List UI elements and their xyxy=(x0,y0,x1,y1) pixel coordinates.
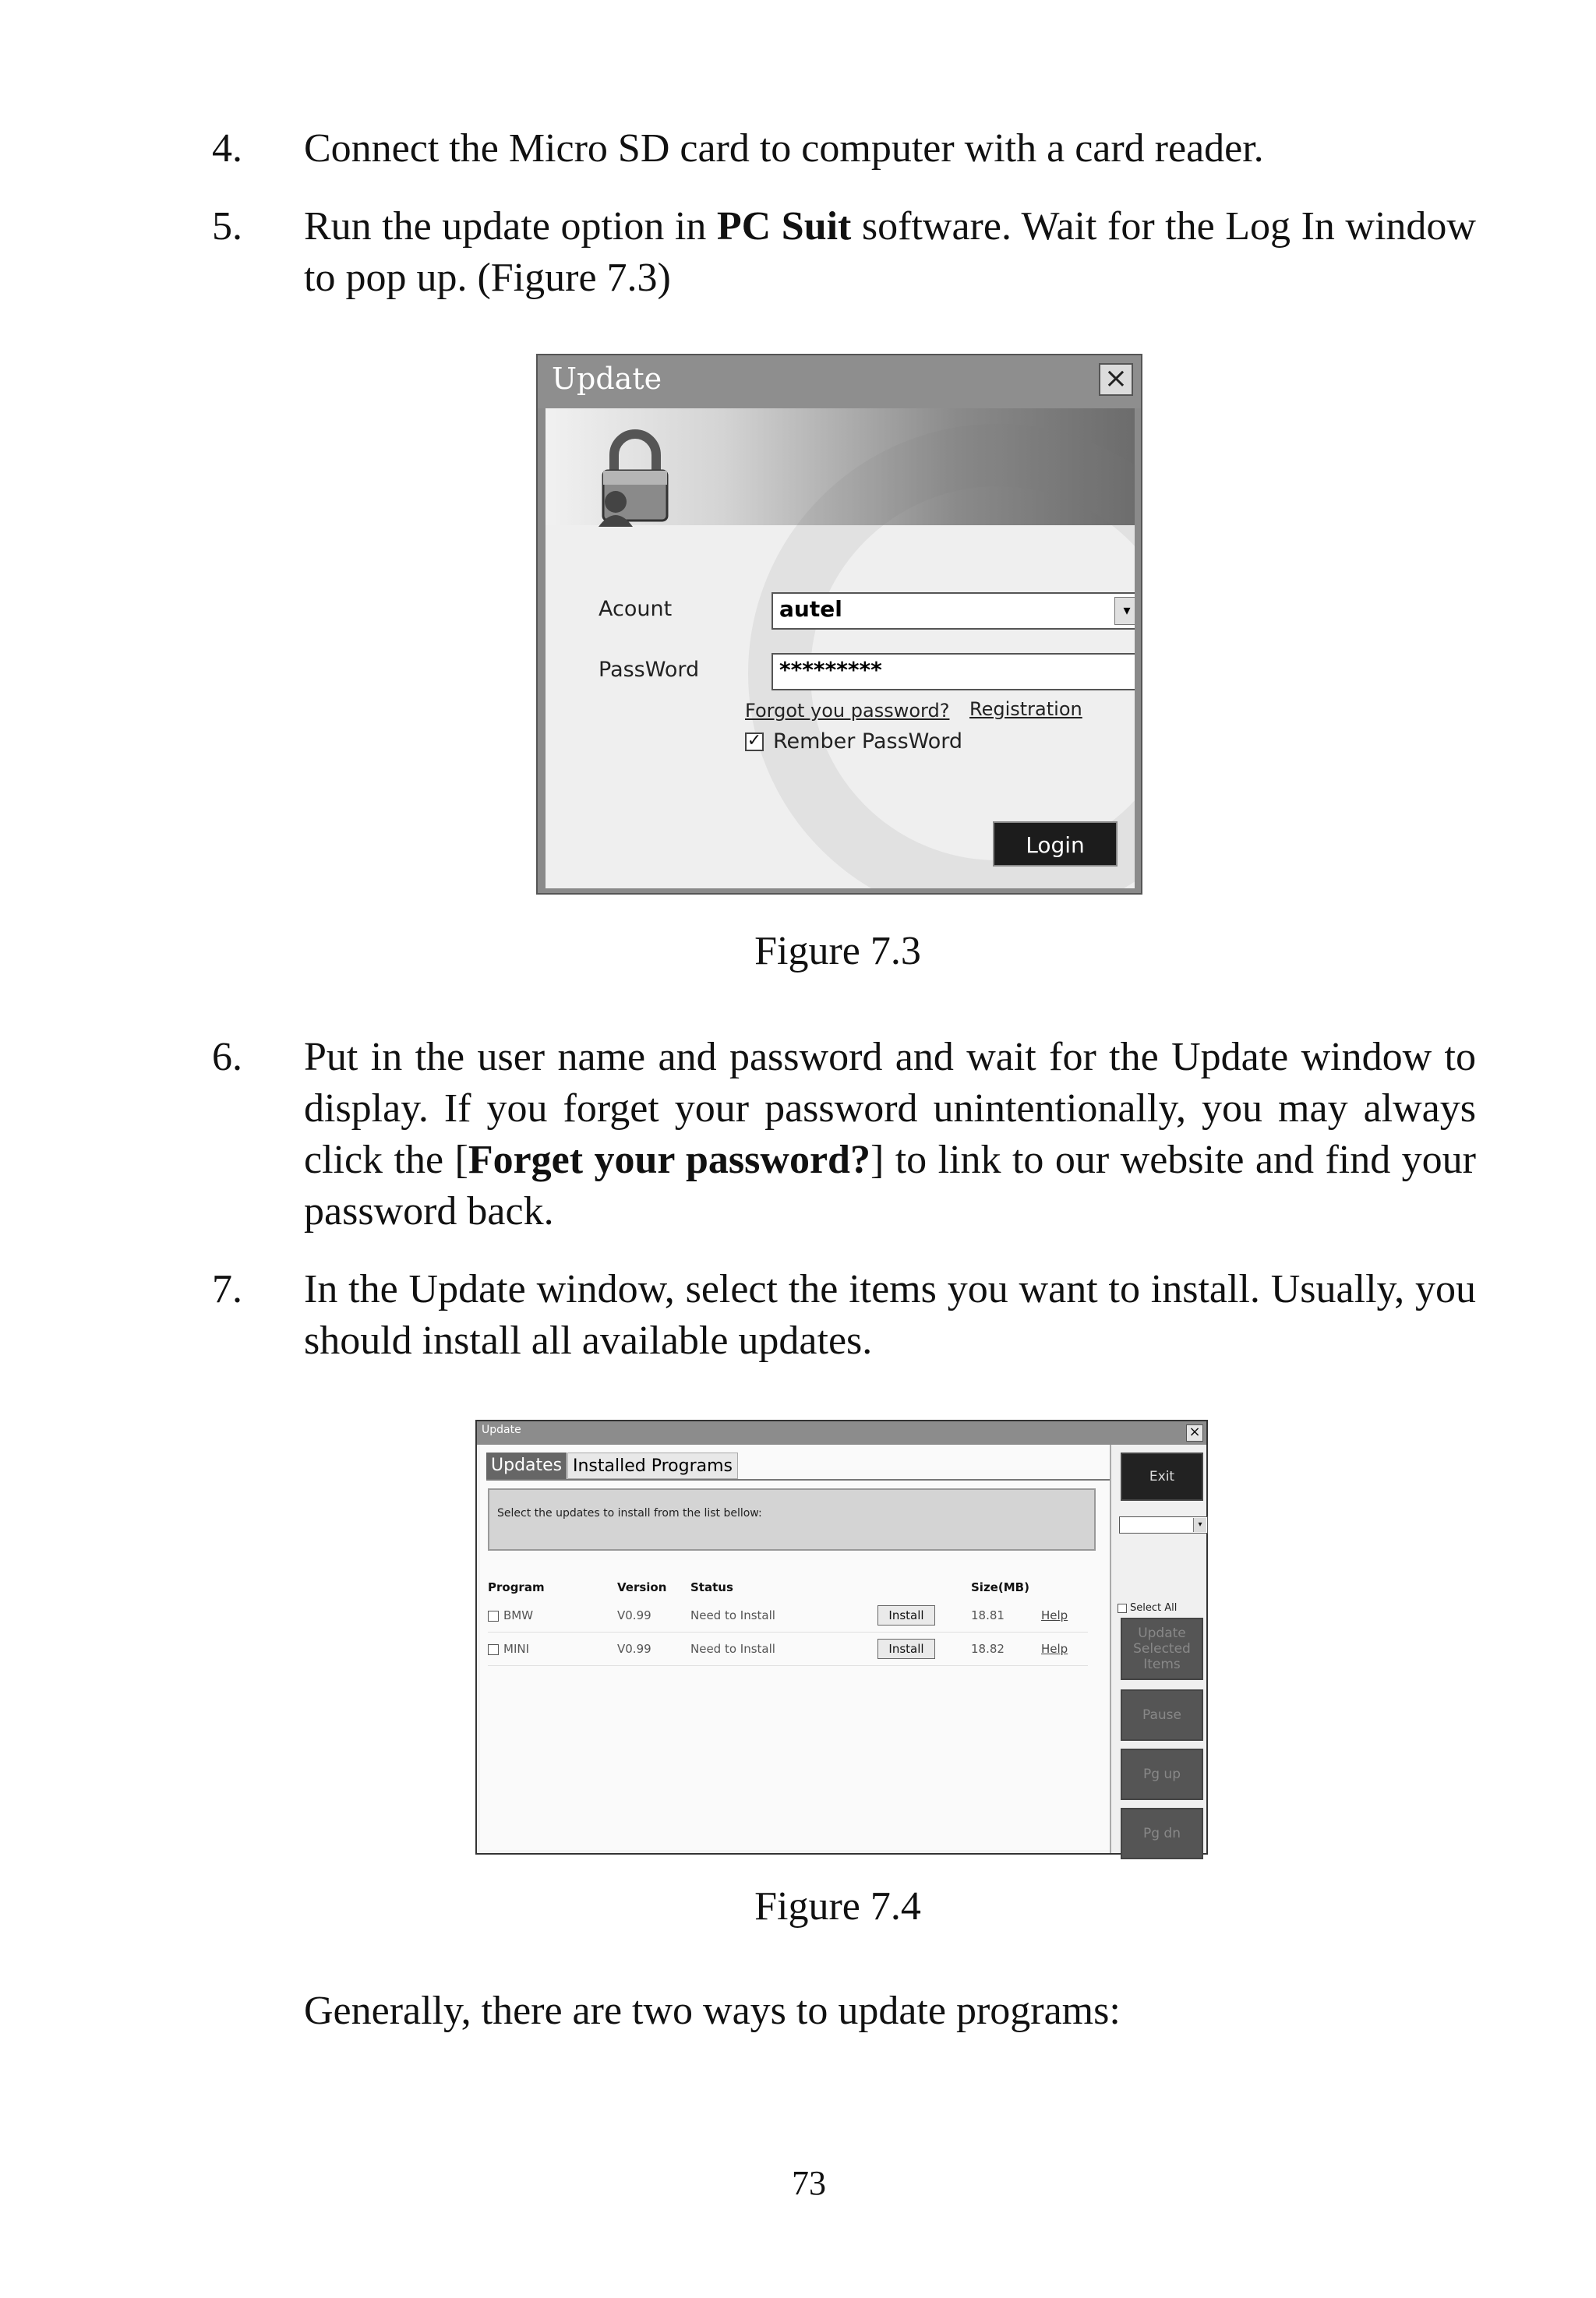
status-cell: Need to Install xyxy=(690,1599,877,1633)
action-cell xyxy=(877,1633,971,1666)
software-name: PC Suit xyxy=(716,204,852,249)
step-text xyxy=(304,201,1476,304)
forgot-password-link[interactable]: Forgot you password? xyxy=(745,700,950,722)
login-title-bar xyxy=(538,355,1141,408)
select-all-checkbox[interactable] xyxy=(1118,1604,1127,1613)
registration-link[interactable]: Registration xyxy=(969,698,1082,720)
tab-installed-programs[interactable]: Installed Programs xyxy=(567,1453,738,1479)
instruction-box: Select the updates to install from the list bellow: xyxy=(488,1488,1096,1551)
updates-table xyxy=(488,1576,1088,1666)
login-body xyxy=(546,408,1135,888)
step-number: 7. xyxy=(212,1267,242,1311)
column-header: Program xyxy=(488,1580,545,1594)
step-text-part: software. Wait for the Log In window to pop up. (Figure 7.3) xyxy=(304,204,1476,300)
table-header xyxy=(488,1576,1088,1599)
status-cell: Need to Install xyxy=(690,1633,877,1666)
step-text-part: Run the update option in xyxy=(304,204,717,249)
program-checkbox[interactable] xyxy=(488,1611,499,1622)
figure-caption: Figure 7.3 xyxy=(754,929,921,973)
step-text-part: Put in the user name and password and wait for the Update window to display. If you forget your password unintentionally, you may always click the [ xyxy=(304,1035,1476,1182)
page-up-button[interactable]: Pg up xyxy=(1121,1749,1203,1800)
version-cell: V0.99 xyxy=(617,1599,690,1633)
table-row xyxy=(488,1633,1088,1666)
step-number: 6. xyxy=(212,1035,242,1079)
column-header: Size(MB) xyxy=(971,1580,1029,1594)
version-cell: V0.99 xyxy=(617,1633,690,1666)
step-text xyxy=(304,1032,1476,1237)
password-value: ********* xyxy=(779,657,882,683)
close-icon[interactable]: × xyxy=(1186,1424,1203,1442)
chevron-down-icon[interactable]: ▾ xyxy=(1114,597,1135,625)
lock-icon xyxy=(592,425,678,527)
update-main-panel xyxy=(480,1445,1110,1850)
step-number: 4. xyxy=(212,126,242,171)
login-button[interactable]: Login xyxy=(993,821,1118,867)
forget-password-reference: Forget your password? xyxy=(468,1138,870,1182)
login-window xyxy=(536,354,1142,895)
account-value: autel xyxy=(779,596,842,622)
pause-button[interactable]: Pause xyxy=(1121,1689,1203,1741)
tab-strip xyxy=(486,1451,1110,1481)
size-cell: 18.81 xyxy=(971,1599,1041,1633)
table-row xyxy=(488,1599,1088,1633)
program-cell xyxy=(488,1633,617,1666)
install-button[interactable]: Install xyxy=(877,1639,935,1659)
program-name: MINI xyxy=(503,1642,530,1656)
update-window-title: Update xyxy=(482,1424,521,1436)
program-checkbox[interactable] xyxy=(488,1644,499,1655)
password-field[interactable] xyxy=(772,653,1135,690)
exit-button[interactable]: Exit xyxy=(1121,1453,1203,1501)
password-label: PassWord xyxy=(598,658,700,682)
select-all-option[interactable] xyxy=(1118,1602,1177,1614)
login-window-title: Update xyxy=(552,362,662,396)
install-button[interactable]: Install xyxy=(877,1605,935,1626)
chevron-down-icon[interactable]: ▾ xyxy=(1193,1518,1206,1532)
select-all-label: Select All xyxy=(1130,1602,1178,1614)
column-header: Status xyxy=(690,1580,733,1594)
closing-paragraph: Generally, there are two ways to update programs: xyxy=(304,1989,1121,2033)
program-cell xyxy=(488,1599,617,1633)
account-label: Acount xyxy=(598,597,673,621)
size-cell: 18.82 xyxy=(971,1633,1041,1666)
update-selected-label: Update Selected Items xyxy=(1133,1626,1191,1672)
remember-password-checkbox[interactable]: ✓ xyxy=(745,732,764,751)
close-icon[interactable]: × xyxy=(1099,363,1133,396)
filter-dropdown[interactable] xyxy=(1119,1516,1208,1534)
remember-password-label: Rember PassWord xyxy=(773,729,963,754)
tab-updates[interactable]: Updates xyxy=(486,1453,567,1479)
update-window xyxy=(475,1420,1208,1855)
step-text: In the Update window, select the items you want to install. Usually, you should install all available updates. xyxy=(304,1267,1476,1363)
program-name: BMW xyxy=(503,1608,534,1622)
update-title-bar xyxy=(477,1421,1206,1445)
account-dropdown[interactable] xyxy=(772,592,1135,630)
update-selected-button[interactable] xyxy=(1121,1618,1203,1680)
update-side-panel xyxy=(1110,1445,1206,1853)
step-text-part: ] to link to our website and find your password back. xyxy=(304,1138,1476,1234)
column-header xyxy=(877,1576,971,1599)
help-cell xyxy=(1041,1599,1088,1633)
help-cell xyxy=(1041,1633,1088,1666)
page-down-button[interactable]: Pg dn xyxy=(1121,1808,1203,1859)
page-number: 73 xyxy=(792,2164,826,2202)
help-link[interactable]: Help xyxy=(1041,1608,1068,1622)
action-cell xyxy=(877,1599,971,1633)
column-header: Version xyxy=(617,1580,667,1594)
step-number: 5. xyxy=(212,204,242,249)
figure-caption: Figure 7.4 xyxy=(754,1884,921,1929)
help-link[interactable]: Help xyxy=(1041,1642,1068,1656)
column-header xyxy=(1041,1576,1088,1599)
step-text: Connect the Micro SD card to computer with a card reader. xyxy=(304,126,1264,171)
